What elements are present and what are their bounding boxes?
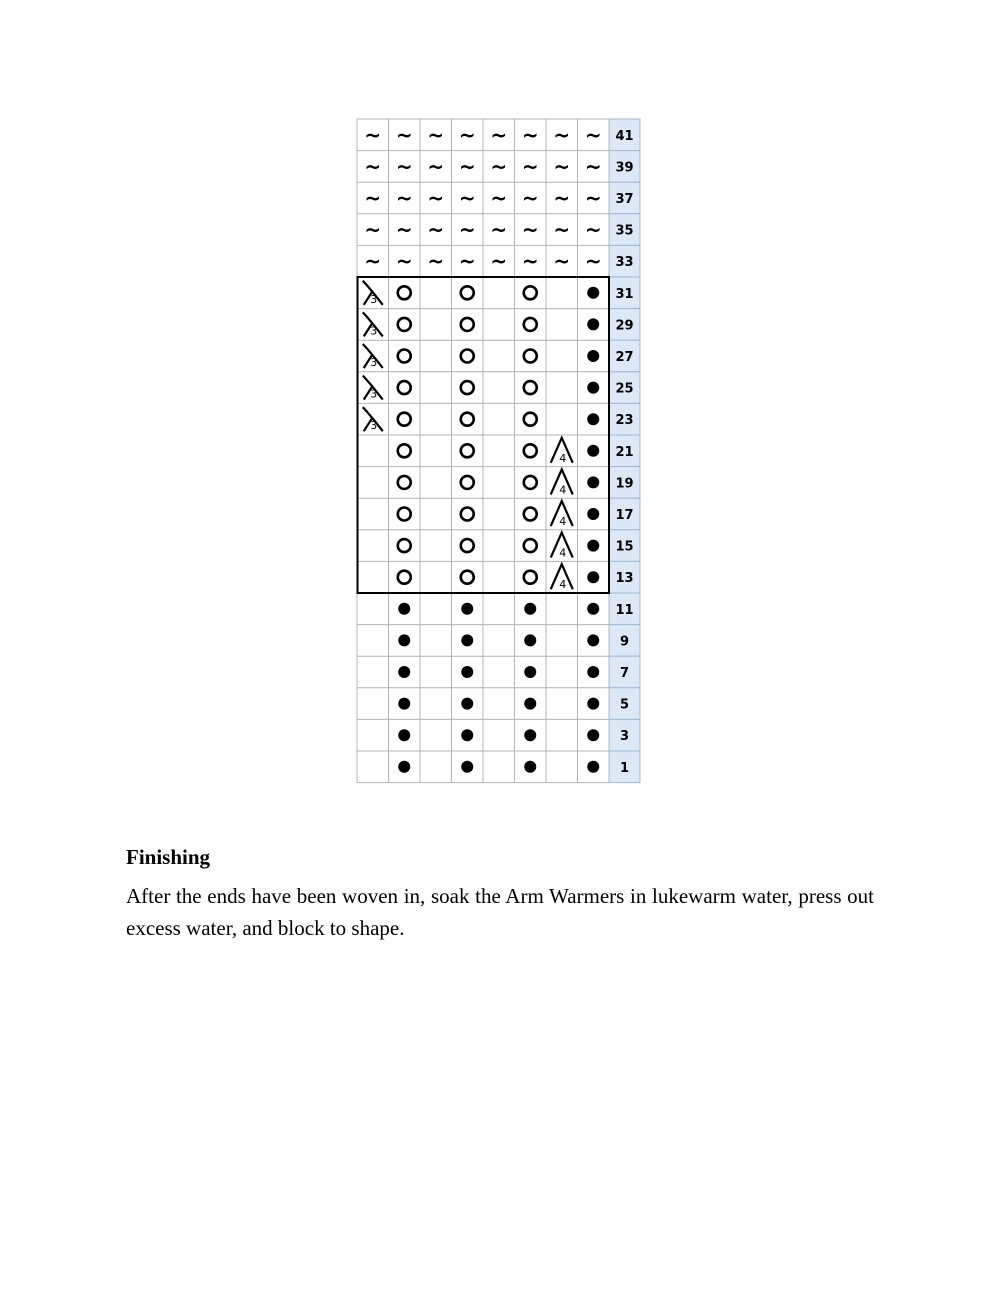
decrease-4-label: 4 [559,578,567,592]
purl-dot-symbol [587,698,599,710]
twist-stitch-symbol: ~ [521,217,539,242]
row-number: 31 [615,286,634,302]
decrease-4-label: 4 [559,546,567,560]
row-number: 23 [615,413,634,429]
purl-dot-symbol [461,634,473,646]
decrease-3-label: 3 [370,292,378,306]
twist-stitch-symbol: ~ [521,186,539,210]
purl-dot-symbol [524,634,536,646]
purl-dot-symbol [524,729,536,741]
knitting-chart-svg [356,118,644,786]
row-number: 33 [615,255,634,271]
purl-dot-symbol [587,382,599,394]
purl-dot-symbol [461,603,473,615]
purl-dot-symbol [461,698,473,710]
purl-dot-symbol [587,287,599,299]
twist-stitch-symbol: ~ [364,249,382,274]
twist-stitch-symbol: ~ [553,217,571,242]
purl-dot-symbol [398,603,410,615]
purl-dot-symbol [587,761,599,773]
purl-dot-symbol [461,761,473,773]
row-number: 1 [619,760,630,776]
purl-dot-symbol [398,634,410,646]
finishing-heading: Finishing [126,845,211,869]
twist-stitch-symbol: ~ [553,122,571,147]
purl-dot-symbol [587,540,599,552]
row-number: 15 [615,539,634,555]
twist-stitch-symbol: ~ [395,186,413,210]
twist-stitch-symbol: ~ [490,122,508,147]
twist-stitch-symbol: ~ [395,154,413,179]
row-number: 19 [615,476,634,492]
twist-stitch-symbol: ~ [395,249,413,274]
purl-dot-symbol [587,666,599,678]
twist-stitch-symbol: ~ [458,217,476,242]
twist-stitch-symbol: ~ [584,249,602,274]
purl-dot-symbol [398,698,410,710]
row-number: 35 [615,223,634,239]
twist-stitch-symbol: ~ [395,217,413,242]
row-number: 27 [615,350,634,365]
twist-stitch-symbol: ~ [427,154,445,179]
twist-stitch-symbol: ~ [427,122,445,147]
twist-stitch-symbol: ~ [427,249,445,274]
purl-dot-symbol [398,761,410,773]
knitting-chart [356,118,644,786]
twist-stitch-symbol: ~ [521,122,539,147]
purl-dot-symbol [461,729,473,741]
purl-dot-symbol [587,318,599,330]
twist-stitch-symbol: ~ [395,122,413,147]
row-number: 13 [615,571,634,587]
row-number: 37 [615,192,634,207]
purl-dot-symbol [587,729,599,741]
decrease-4-label: 4 [559,483,567,497]
decrease-4-label: 4 [559,451,567,465]
twist-stitch-symbol: ~ [553,249,571,274]
twist-stitch-symbol: ~ [584,217,602,242]
purl-dot-symbol [587,350,599,362]
twist-stitch-symbol: ~ [521,249,539,274]
twist-stitch-symbol: ~ [458,154,476,179]
purl-dot-symbol [587,413,599,425]
row-number: 9 [619,634,630,650]
decrease-3-label: 3 [370,356,378,369]
purl-dot-symbol [587,603,599,615]
twist-stitch-symbol: ~ [490,186,508,210]
twist-stitch-symbol: ~ [364,186,382,210]
purl-dot-symbol [461,666,473,678]
finishing-text: After the ends have been woven in, soak the Arm Warmers in lukewarm water, press out excess water, and block to shape. [126,884,874,940]
purl-dot-symbol [587,445,599,457]
row-number: 11 [615,602,634,618]
row-number: 3 [619,729,630,745]
twist-stitch-symbol: ~ [490,217,508,242]
decrease-3-label: 3 [370,324,378,338]
purl-dot-symbol [587,634,599,646]
twist-stitch-symbol: ~ [584,154,602,179]
purl-dot-symbol [587,476,599,488]
row-number: 25 [615,381,634,397]
twist-stitch-symbol: ~ [427,217,445,242]
row-number: 41 [615,128,634,144]
row-number: 5 [619,697,630,713]
twist-stitch-symbol: ~ [458,249,476,274]
twist-stitch-symbol: ~ [490,249,508,274]
row-number: 21 [615,444,634,460]
purl-dot-symbol [524,666,536,678]
purl-dot-symbol [524,761,536,773]
row-number: 29 [615,318,634,334]
twist-stitch-symbol: ~ [521,154,539,179]
twist-stitch-symbol: ~ [364,217,382,242]
purl-dot-symbol [524,603,536,615]
twist-stitch-symbol: ~ [553,186,571,210]
twist-stitch-symbol: ~ [490,154,508,179]
purl-dot-symbol [398,666,410,678]
purl-dot-symbol [524,698,536,710]
twist-stitch-symbol: ~ [458,186,476,210]
twist-stitch-symbol: ~ [584,122,602,147]
decrease-3-label: 3 [370,387,378,401]
row-number: 7 [619,666,630,681]
decrease-4-label: 4 [559,515,567,528]
purl-dot-symbol [587,571,599,583]
decrease-3-label: 3 [370,419,378,433]
twist-stitch-symbol: ~ [364,122,382,147]
purl-dot-symbol [587,508,599,520]
twist-stitch-symbol: ~ [584,186,602,210]
twist-stitch-symbol: ~ [553,154,571,179]
twist-stitch-symbol: ~ [364,154,382,179]
row-number: 39 [615,160,634,176]
twist-stitch-symbol: ~ [427,186,445,210]
purl-dot-symbol [398,729,410,741]
row-number: 17 [615,508,634,523]
twist-stitch-symbol: ~ [458,122,476,147]
